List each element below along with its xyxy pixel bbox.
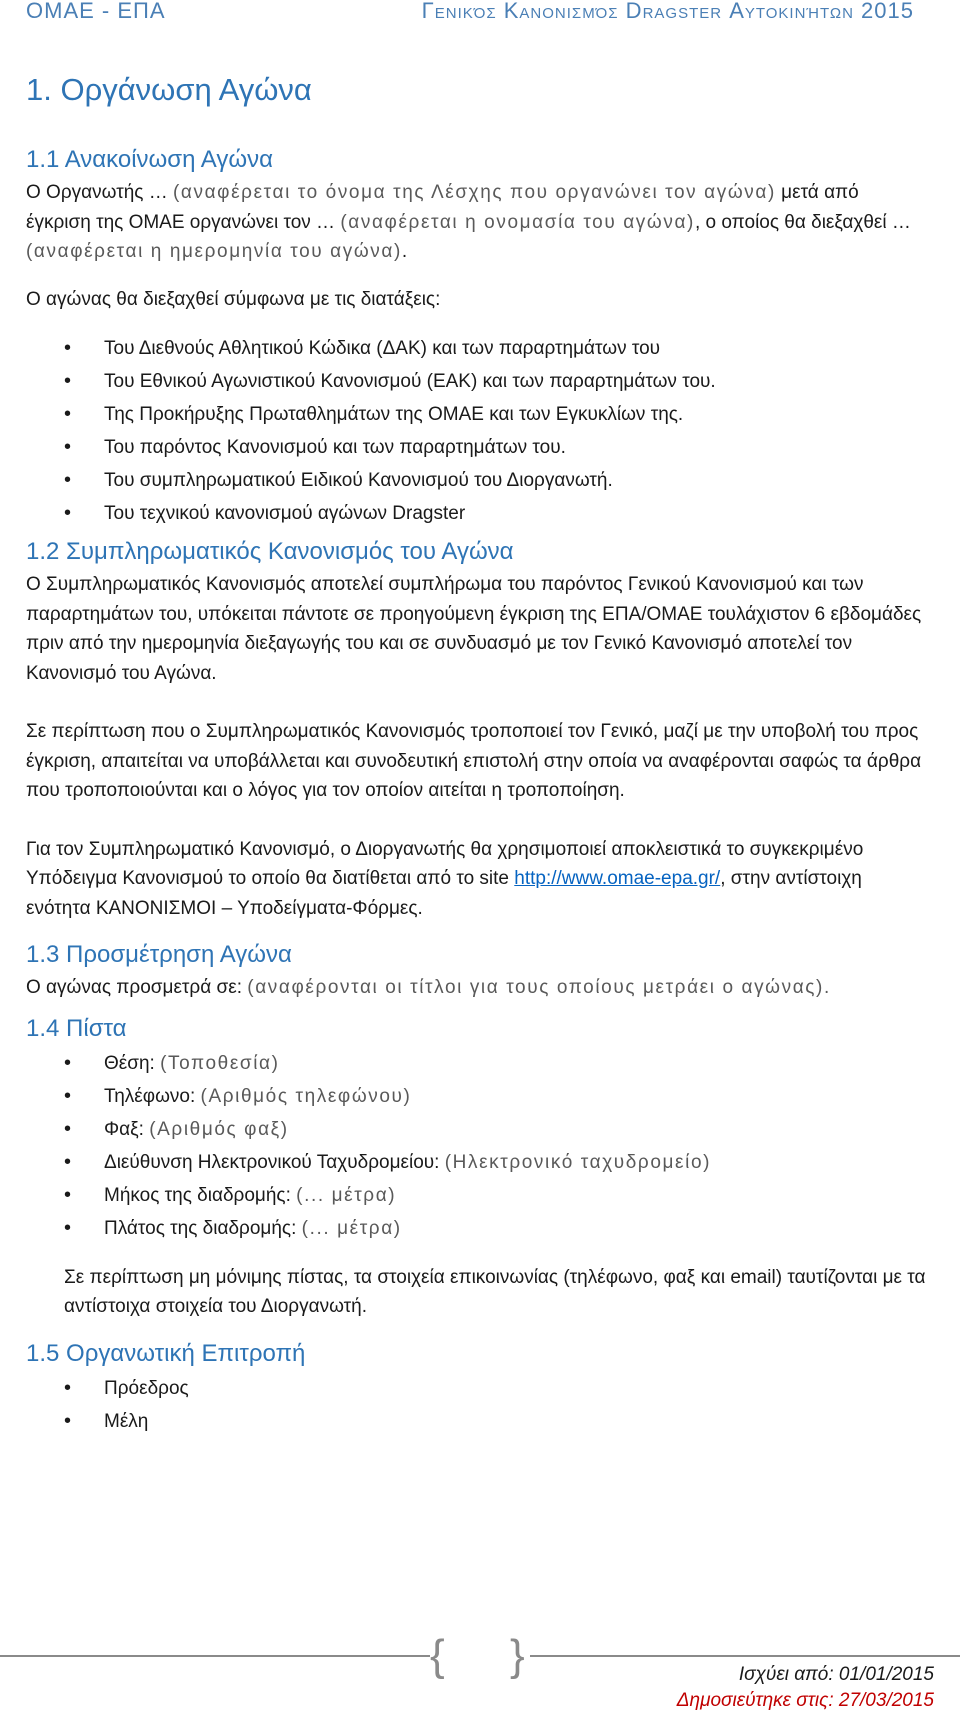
- committee-list: [26, 1372, 926, 1438]
- text: Ο αγώνας προσμετρά σε:: [26, 977, 248, 998]
- section-1-1-paragraph: [26, 178, 926, 267]
- list-item-fax: [26, 1113, 926, 1146]
- footer-divider: [0, 1655, 430, 1657]
- list-item: • Του τεχνικού κανονισμού αγώνων Dragster: [26, 497, 926, 530]
- list-item: • Του Εθνικού Αγωνιστικού Κανονισμού (ΕΑΚ) και των παραρτημάτων του.: [26, 365, 926, 398]
- placeholder: (Αριθμός φαξ): [149, 1118, 289, 1140]
- list-item-phone: [26, 1080, 926, 1113]
- omae-epa-link[interactable]: http://www.omae-epa.gr/: [514, 868, 721, 889]
- list-item: • Της Προκήρυξης Πρωταθλημάτων της ΟΜΑΕ και των Εγκυκλίων της.: [26, 398, 926, 431]
- section-1-1-title: 1.1 Ανακοίνωση Αγώνα: [26, 146, 273, 173]
- label: Φαξ:: [104, 1118, 150, 1140]
- chapter-title: 1. Οργάνωση Αγώνα: [26, 72, 312, 107]
- placeholder: (... μέτρα): [301, 1217, 402, 1239]
- provisions-intro: Ο αγώνας θα διεξαχθεί σύμφωνα με τις διατάξεις:: [26, 288, 441, 310]
- section-1-5-title: 1.5 Οργανωτική Επιτροπή: [26, 1339, 306, 1367]
- label: Τηλέφωνο:: [104, 1085, 201, 1107]
- text: μετά από έγκριση της ΟΜΑΕ οργανώνει τον …: [26, 182, 859, 233]
- section-1-2-paragraph-2: Σε περίπτωση που ο Συμπληρωματικός Κανονισμός τροποποιεί τον Γενικό, μαζί με την υποβολή του προς έγκριση, απαιτείται να υποβάλλεται και συνοδευτική επιστολή στην οποία να αναφέρονται σαφώς τα άρθρα που τροποποιούνται και ο λόγος για τον οποίον αιτείται η τροποποίηση.: [26, 721, 922, 801]
- section-1-2-title: 1.2 Συμπληρωματικός Κανονισμός του Αγώνα: [26, 538, 514, 565]
- page-header: [0, 0, 960, 30]
- placeholder: (Ηλεκτρονικό ταχυδρομείο): [444, 1151, 712, 1173]
- label: Θέση:: [104, 1052, 161, 1074]
- label: Μήκος της διαδρομής:: [104, 1184, 297, 1206]
- page-footer: [0, 1630, 960, 1718]
- valid-from: Ισχύει από: 01/01/2015: [738, 1664, 934, 1685]
- list-item: • Μέλη: [26, 1405, 926, 1438]
- placeholder: (... μέτρα): [296, 1184, 397, 1206]
- placeholder-titles: (αναφέρονται οι τίτλοι για τους οποίους μετράει ο αγώνας).: [247, 977, 831, 998]
- list-item: • Του παρόντος Κανονισμού και των παραρτημάτων του.: [26, 431, 926, 464]
- header-org: ΟΜΑΕ - ΕΠΑ: [26, 0, 166, 23]
- list-item-location: [26, 1047, 926, 1080]
- list-item-email: [26, 1146, 926, 1179]
- label: Διεύθυνση Ηλεκτρονικού Ταχυδρομείου:: [104, 1151, 445, 1173]
- label: Πλάτος της διαδρομής:: [104, 1217, 302, 1239]
- text: Ο Οργανωτής …: [26, 182, 173, 203]
- text: , στην αντίστοιχη ενότητα ΚΑΝΟΝΙΣΜΟΙ – Υποδείγματα-Φόρμες.: [26, 868, 862, 919]
- section-1-3-title: 1.3 Προσμέτρηση Αγώνα: [26, 941, 292, 968]
- page-number-bracket-right: }: [510, 1631, 525, 1680]
- page-number-bracket-left: {: [430, 1631, 445, 1680]
- published-date: Δημοσιεύτηκε στις: 27/03/2015: [676, 1690, 934, 1711]
- section-1-2-paragraph-1: Ο Συμπληρωματικός Κανονισμός αποτελεί συμπλήρωμα του παρόντος Γενικού Κανονισμού και των παραρτημάτων του, υπόκειται πάντοτε σε προηγούμενη έγκριση της ΕΠΑ/ΟΜΑΕ τουλάχιστον 6 εβδομάδες πριν από την ημερομηνία διεξαγωγής του και σε συνδυασμό με τον Γενικό Κανονισμό αποτελεί τον Κανονισμό του Αγώνα.: [26, 574, 922, 684]
- track-info-list: [26, 1047, 926, 1245]
- list-item: • Του συμπληρωματικού Ειδικού Κανονισμού του Διοργανωτή.: [26, 464, 926, 497]
- footer-divider: [530, 1655, 960, 1657]
- text: , ο οποίος θα διεξαχθεί …: [694, 211, 911, 233]
- placeholder-race-name: (αναφέρεται η ονομασία του αγώνα): [340, 211, 695, 233]
- document-body: [26, 72, 926, 1438]
- placeholder-club: (αναφέρεται το όνομα της Λέσχης που οργανώνει τον αγώνα): [172, 182, 776, 203]
- list-item: • Πρόεδρος: [26, 1372, 926, 1405]
- list-item-width: [26, 1212, 926, 1245]
- text: Για τον Συμπληρωματικό Κανονισμό, ο Διοργανωτής θα χρησιμοποιεί αποκλειστικά το συγκεκριμένο Υπόδειγμα Κανονισμού το οποίο θα διατίθεται από το site: [26, 838, 864, 889]
- list-item-length: [26, 1179, 926, 1212]
- list-item: • Του Διεθνούς Αθλητικού Κώδικα (ΔΑΚ) και των παραρτημάτων του: [26, 332, 926, 365]
- section-1-4-title: 1.4 Πίστα: [26, 1014, 127, 1042]
- placeholder-race-date: (αναφέρεται η ημερομηνία του αγώνα): [26, 241, 402, 262]
- provisions-list: [26, 332, 926, 530]
- placeholder: (Τοποθεσία): [160, 1052, 280, 1074]
- text: .: [401, 241, 408, 262]
- placeholder: (Αριθμός τηλεφώνου): [200, 1085, 412, 1107]
- track-note: Σε περίπτωση μη μόνιμης πίστας, τα στοιχεία επικοινωνίας (τηλέφωνο, φαξ και email) ταυτίζονται με τα αντίστοιχα στοιχεία του Διοργανωτή.: [64, 1266, 926, 1317]
- header-doc-title: Γενικός Κανονισμός Dragster Αυτοκινήτων 2015: [421, 0, 914, 23]
- section-1-3-paragraph: [26, 973, 926, 1003]
- section-1-2-paragraph-3: [26, 835, 926, 924]
